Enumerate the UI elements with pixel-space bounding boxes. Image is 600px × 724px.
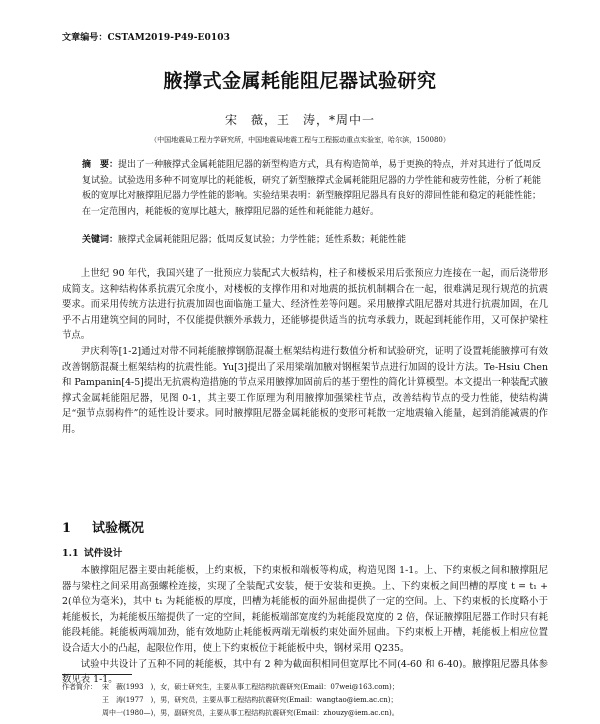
footnote-line [62, 681, 399, 694]
author-affiliation: （中国地震局工程力学研究所，中国地震局地震工程与工程振动重点实验室，哈尔滨，150080） [150, 136, 450, 144]
footnote-divider [62, 674, 132, 675]
abstract-text: 提出了一种腋撑式金属耗能阻尼器的新型构造方式，具有构造简单，易于更换的特点，并对其进行了低周反复试验。试验选用多种不同宽厚比的耗能板，研究了新型腋撑式金属耗能阻尼器的力学性能和疲劳性能，分析了耗能板的宽厚比对腋撑阻尼器力学性能的影响。实验结果表明：新型腋撑阻尼器具有良好的滞回性能和稳定的耗能性能；在一定范围内，耗能板的宽厚比越大，腋撑阻尼器的延性和耗能能力越好。 [82, 160, 542, 217]
intro-paragraph: 上世纪 90 年代，我国兴建了一批预应力装配式大板结构，柱子和楼板采用后张预应力连接在一起，而后浇带形成简支。这种结构体系抗震冗余度小，对楼板的支撑作用和对地震的抵抗机制耦合在一起，很难满足现行规范的抗震要求。而采用传统方法进行抗震加固也面临施工量大、经济性差等问题。采用腋撑式阻尼器对其进行抗震加固，在几乎不占用建筑空间的同时，不仅能提供额外承载力，还能够提供适当的抗弯承载力，既起到耗能作用，又可保护梁柱节点。 [62, 268, 548, 342]
section-number: 1 [62, 521, 72, 536]
paper-title: 腋撑式金属耗能阻尼器试验研究 [163, 70, 437, 92]
subsection-heading [62, 545, 122, 559]
subsection-number: 1.1 [62, 548, 79, 559]
keywords-label: 关键词： [82, 235, 119, 245]
author-list: 宋 薇，王 涛，*周中一 [224, 113, 375, 127]
section-title: 试验概况 [92, 521, 145, 536]
introduction [62, 266, 548, 438]
section-heading [62, 517, 144, 536]
footnote-line: 王 涛(1977 )，男，研究员，主要从事工程结构抗震研究(Email：wangtao@iem.ac.cn)； [102, 696, 398, 704]
article-number: 文章编号：CSTAM2019-P49-E0103 [62, 33, 230, 43]
footnote-prefix: 作者简介： [62, 683, 97, 691]
design-paragraph: 本腋撑阻尼器主要由耗能板，上约束板，下约束板和端板等构成，构造见图 1-1。上、下约束板之间和腋撑阻尼器与梁柱之间采用高强螺栓连接，实现了全装配式安装，便于安装和更换。上、下约束板之间凹槽的厚度 t = t₁ + 2(单位为毫米)，其中 t₁ 为耗能板的厚度，凹槽为耗能板的面外屈曲提供了一定的空间。上、下约束板的长度略小于耗能板长，为耗能板压缩提供了一定的空间，耗能板端部宽度约为耗能段宽度的 2 倍，保证腋撑阻尼器工作时只有耗能段耗能。耗能板两端加劲，能有效地防止耗能板两端无端板约束处面外屈曲。下约束板上开槽，耗能板上相应位置设合适大小的凸起，起限位作用，使上下约束板位于耗能板中央，钢材采用 Q235。 [62, 565, 548, 654]
keywords-text: 腋撑式金属耗能阻尼器；低周反复试验；力学性能；延性系数；耗能性能 [118, 235, 407, 245]
abstract-label: 摘 要： [82, 160, 119, 170]
specimen-design [62, 563, 548, 688]
subsection-title: 试件设计 [84, 548, 123, 559]
abstract [82, 158, 548, 220]
design-paragraph: 试验中共设计了五种不同的耗能板，其中有 2 种为截面积相同但宽厚比不同(4-60 和 6-40)。腋撑阻尼器具体参数见表 1-1。 [62, 658, 548, 686]
footnote-line: 周中一(1980—)，男，副研究员，主要从事工程结构抗震研究(Email：zhouzy@iem.ac.cn)。 [102, 709, 399, 717]
footnote-text: 宋 薇(1993 )，女，硕士研究生，主要从事工程结构抗震研究(Email：07wei@163.com)； [102, 683, 399, 691]
keywords [82, 232, 548, 245]
author-footnotes [62, 681, 399, 720]
intro-paragraph: 尹庆利等[1-2]通过对带不同耗能腋撑钢筋混凝土框架结构进行数值分析和试验研究，证明了设置耗能腋撑可有效改善钢筋混凝土框架结构的抗震性能。Yu[3]提出了采用梁端加腋对钢框架节点进行加固的设计方法。Te-Hsiu Chen 和 Pampanin[4-5]提出无抗震构造措施的节点采用腋撑加固前后的基于塑性的简化计算模型。本文提出一种装配式腋撑式金属耗能阻尼器，见图 0-1，其主要工作原理为利用腋撑加强梁柱节点，改善结构节点的受力性能，使结构满足“强节点弱构件”的延性设计要求。同时腋撑阻尼器金属耗能板的变形可耗散一定地震输入能量，起到消能减震的作用。 [62, 345, 548, 435]
